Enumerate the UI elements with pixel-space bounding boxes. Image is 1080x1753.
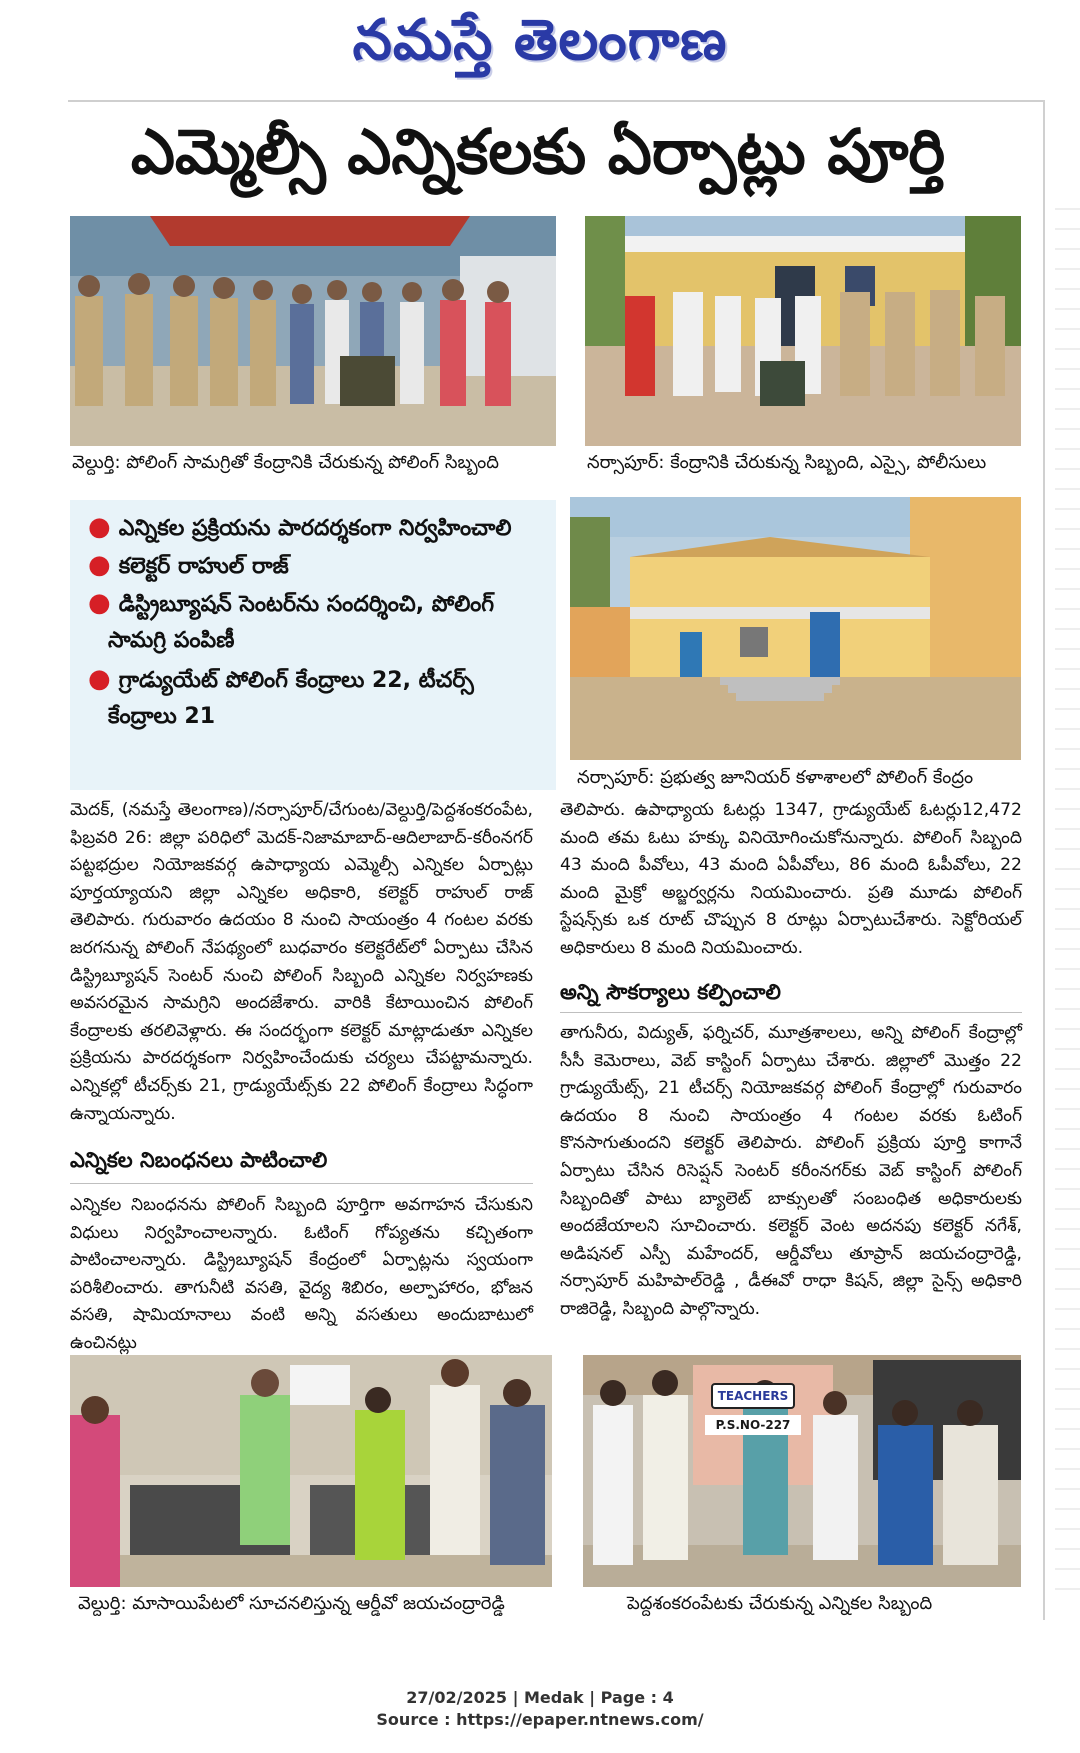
photo-narsapur-staff — [585, 216, 1021, 446]
photo-caption: వెల్దుర్తి: మాసాయిపేటలో సూచనలిస్తున్న ఆర్డీవో జయచంద్రారెడ్డి — [78, 1593, 505, 1614]
article-paragraph: తాగునీరు, విద్యుత్, ఫర్నిచర్, మూత్రశాలలు, అన్ని పోలింగ్ కేంద్రాల్లో సీసీ కెమెరాలు, వెబ్ కాస్టింగ్ ఏర్పాటు చేశారు. జిల్లాలో మొత్తం 22 గ్రాడ్యుయేట్స్, 21 టీచర్స్ నియోజకవర్గ పోలింగ్ కేంద్రాల్లో గురువారం ఉదయం 8 నుంచి సాయంత్రం 4 గంటల వరకు ఓటింగ్ కొనసాగుతుందని కలెక్టర్ తెలిపారు. పోలింగ్ ప్రక్రియ పూర్తి కాగానే ఏర్పాటు చేసిన రిసెప్షన్ సెంటర్ కరీంనగర్‌కు వెబ్ కాస్టింగ్ పోలింగ్ సిబ్బందితో పాటు బ్యాలెట్ బాక్సులతో సంబంధిత అధికారులకు అందజేయాలని సూచించారు. కలెక్టర్ వెంట అదనపు కలెక్టర్ నగేశ్, అడిషనల్ ఎస్పీ మహేందర్, ఆర్డీవోలు తూప్రాన్ జయచంద్రారెడ్డి, నర్సాపూర్ మహిపాల్‌రెడ్డి , డీఈవో రాధా కిషన్, జిల్లా సైన్స్ అధికారి రాజిరెడ్డి, సిబ్బంది పాల్గొన్నారు. — [560, 1023, 1022, 1319]
adjacent-page-strip — [1055, 190, 1080, 1590]
article-left-column — [70, 797, 533, 1128]
photo-polling-center — [570, 497, 1021, 760]
column-divider — [1043, 100, 1045, 1620]
footer-edition-info: 27/02/2025 | Medak | Page : 4 — [406, 1688, 674, 1707]
article-paragraph: తెలిపారు. ఉపాధ్యాయ ఓటర్లు 1347, గ్రాడ్యుయేట్ ఓటర్లు12,472 మంది తమ ఓటు హక్కు వినియోగించుకోనున్నారు. పోలింగ్ సిబ్బంది 43 మంది పీవోలు, 43 మంది ఏపీవోలు, 86 మంది ఓపీవోలు, 22 మంది మైక్రో అబ్జర్వర్లను నియమించారు. ప్రతి మూడు పోలింగ్ స్టేషన్స్‌కు ఒక రూట్ చొప్పున 8 రూట్లు ఏర్పాటుచేశారు. సెక్టోరియల్ అధికారులు 8 మంది నియమించారు. — [560, 800, 1022, 958]
bullet-item: ● డిస్ట్రిబ్యూషన్ సెంటర్‌ను సందర్శించి, పోలింగ్ — [88, 588, 495, 618]
headline: ఎమ్మెల్సీ ఎన్నికలకు ఏర్పాట్లు పూర్తి — [130, 115, 946, 188]
bullet-item: ● ఎన్నికల ప్రక్రియను పారదర్శకంగా నిర్వహించాలి — [88, 512, 512, 542]
photo-caption: నర్సాపూర్: ప్రభుత్వ జూనియర్ కళాశాలలో పోలింగ్ కేంద్రం — [577, 767, 974, 788]
article-paragraph: మెదక్, (నమస్తే తెలంగాణ)/నర్సాపూర్/చేగుంట/వెల్దుర్తి/పెద్దశంకరంపేట, ఫిబ్రవరి 26: జిల్లా పరిధిలో మెదక్-నిజామాబాద్-ఆదిలాబాద్-కరీంనగర్ పట్టభద్రుల నియోజకవర్గ ఉపాధ్యాయ ఎమ్మెల్సీ ఎన్నికల ఏర్పాట్లు పూర్తయ్యాయని జిల్లా ఎన్నికల అధికారి, కలెక్టర్ రాహుల్ రాజ్ తెలిపారు. గురువారం ఉదయం 8 నుంచి సాయంత్రం 4 గంటల వరకు జరగనున్న పోలింగ్ నేపథ్యంలో బుధవారం కలెక్టరేట్‌లో ఏర్పాటు చేసిన డిస్ట్రిబ్యూషన్ సెంటర్ నుంచి పోలింగ్ సిబ్బంది ఎన్నికల నిర్వహణకు అవసరమైన సామగ్రిని అందజేశారు. వారికి కేటాయించిన పోలింగ్ కేంద్రాలకు తరలివెళ్లారు. ఈ సందర్భంగా కలెక్టర్ మాట్లాడుతూ ఎన్నికల ప్రక్రియను పారదర్శకంగా నిర్వహించేందుకు చర్యలు చేపట్టామన్నారు. ఎన్నికల్లో టీచర్స్‌కు 21, గ్రాడ్యుయేట్స్‌కు 22 పోలింగ్ కేంద్రాలు సిద్ధంగా ఉన్నాయన్నారు. — [70, 800, 533, 1124]
highlights-box — [70, 500, 556, 790]
subheading: ఎన్నికల నిబంధనలు పాటించాలి — [70, 1148, 328, 1172]
article-right-column-2 — [560, 1020, 1022, 1324]
header-divider — [68, 100, 1043, 102]
article-right-column — [560, 797, 1022, 963]
article-paragraph: ఎన్నికల నిబంధనను పోలింగ్ సిబ్బంది పూర్తిగా అవగాహన చేసుకుని విధులు నిర్వహించాలన్నారు. ఓటింగ్ గోప్యతను కచ్చితంగా పాటించాలన్నారు. డిస్ట్రిబ్యూషన్ కేంద్రంలో ఏర్పాట్లను స్వయంగా పరిశీలించారు. తాగునీటి వసతి, వైద్య శిబిరం, అల్పాహారం, భోజన వసతి, షామియానాలు వంటి అన్ని వసతులు అందుబాటులో ఉంచినట్లు — [70, 1195, 533, 1353]
photo-caption: పెద్దశంకరంపేటకు చేరుకున్న ఎన్నికల సిబ్బంది — [627, 1593, 933, 1614]
article-left-column-2 — [70, 1192, 533, 1358]
bullet-item-continued: సామగ్రి పంపిణీ — [108, 628, 235, 653]
bullet-item: ● గ్రాడ్యుయేట్ పోలింగ్ కేంద్రాలు 22, టీచర్స్ — [88, 664, 474, 694]
photo-peddashankarampet-staff — [583, 1355, 1021, 1587]
photo-rdo-instructions — [70, 1355, 552, 1587]
subheading: అన్ని సౌకర్యాలు కల్పించాలి — [560, 980, 781, 1004]
ps-number-sign: P.S.NO-227 — [705, 1415, 801, 1435]
bullet-item-continued: కేంద్రాలు 21 — [108, 704, 216, 729]
photo-veldurthi-staff — [70, 216, 556, 446]
footer-source: Source : https://epaper.ntnews.com/ — [376, 1710, 704, 1729]
photo-caption: వెల్దుర్తి: పోలింగ్ సామగ్రితో కేంద్రానికి చేరుకున్న పోలింగ్ సిబ్బంది — [72, 452, 499, 473]
section-divider — [70, 1183, 533, 1184]
teachers-sign: TEACHERS — [711, 1383, 795, 1409]
photo-caption: నర్సాపూర్: కేంద్రానికి చేరుకున్న సిబ్బంది, ఎస్సై, పోలీసులు — [587, 452, 987, 473]
bullet-item: ● కలెక్టర్ రాహుల్ రాజ్ — [88, 550, 289, 580]
masthead-logo: నమస్తే తెలంగాణ — [352, 8, 728, 73]
section-divider — [560, 1012, 1022, 1013]
